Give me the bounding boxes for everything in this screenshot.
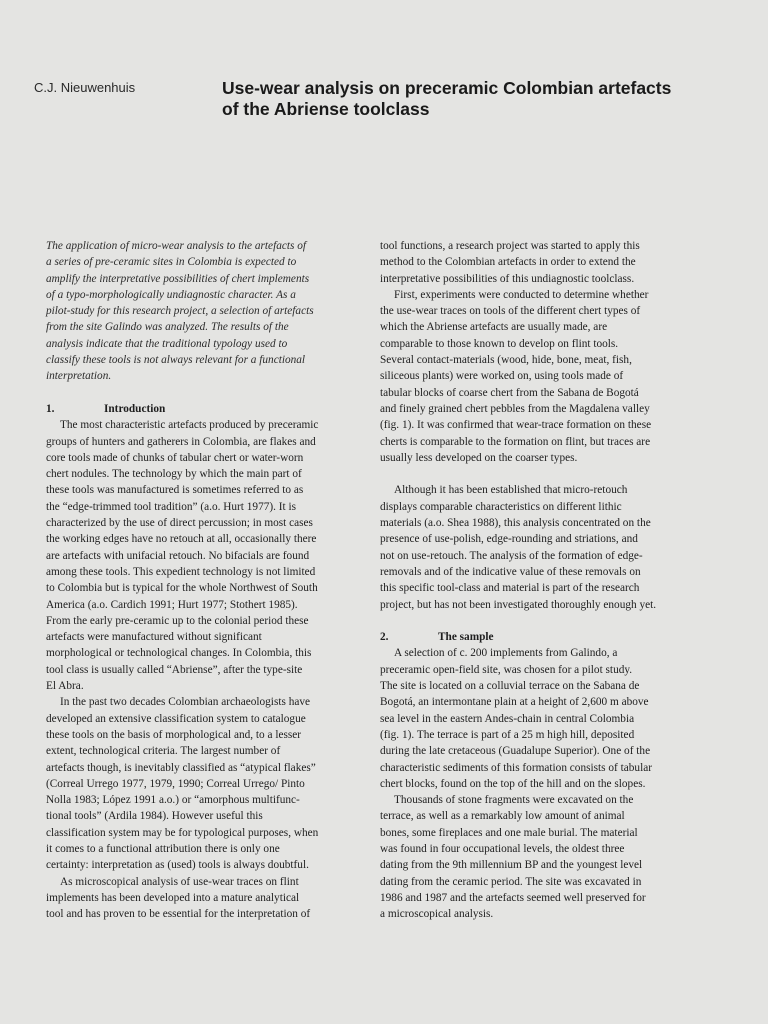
text-line: artefacts though, is inevitably classified as “atypical flakes” xyxy=(46,761,316,774)
text-line: El Abra. xyxy=(46,680,84,693)
text-line: 1986 and 1987 and the artefacts seemed well preserved for xyxy=(380,891,646,904)
text-line: tional tools” (Ardila 1984). However useful this xyxy=(46,810,263,823)
text-line: certainty: interpretation as (used) tools is always doubtful. xyxy=(46,859,309,872)
text-line: are artefacts with unifacial retouch. No bifacials are found xyxy=(46,549,310,562)
text-line: implements has been developed into a mature analytical xyxy=(46,891,300,904)
text-line: a series of pre-ceramic sites in Colombia is expected to xyxy=(46,256,297,269)
section-title: Introduction xyxy=(104,402,166,415)
text-line: it comes to a functional attribution there is only one xyxy=(46,842,280,855)
text-line: of a typo-morphologically undiagnostic character. As a xyxy=(46,288,296,301)
text-line: America (a.o. Cardich 1991; Hurt 1977; Stothert 1985). xyxy=(46,598,298,611)
text-line: characterized by the use of direct percussion; in most cases xyxy=(46,517,313,530)
text-line: these tools was manufactured is sometimes referred to as xyxy=(46,484,304,497)
text-line: preceramic open-field site, was chosen for a pilot study. xyxy=(380,663,633,676)
text-line: analysis indicate that the traditional typology used to xyxy=(46,337,288,350)
text-line: (fig. 1). The terrace is part of a 25 m high hill, deposited xyxy=(380,728,635,741)
text-line: these tools on the basis of morphological and, to a lesser xyxy=(46,728,302,741)
section-1-paragraph-3 xyxy=(46,874,351,923)
text-line: was found in four occupational levels, the oldest three xyxy=(380,842,625,855)
experiments-paragraph xyxy=(380,287,687,466)
section-1-heading xyxy=(46,401,351,417)
text-line: From the early pre-ceramic up to the colonial period these xyxy=(46,614,309,627)
text-line: classify these tools is not always relevant for a functional xyxy=(46,354,306,367)
text-line: comparable to those known to develop on flint tools. xyxy=(380,337,619,350)
text-line: Although it has been established that micro-retouch xyxy=(394,484,628,497)
text-line: The most characteristic artefacts produced by preceramic xyxy=(60,419,319,432)
title-line: Use-wear analysis on preceramic Colombian artefacts xyxy=(222,78,672,98)
text-line: sea level in the eastern Andes-chain in central Colombia xyxy=(380,712,635,725)
text-line: removals and of the indicative value of these removals on xyxy=(380,565,641,578)
text-line: groups of hunters and gatherers in Colombia, are flakes and xyxy=(46,435,316,448)
article-title xyxy=(222,78,722,120)
text-line: materials (a.o. Shea 1988), this analysis concentrated on the xyxy=(380,517,651,530)
text-line: As microscopical analysis of use-wear traces on flint xyxy=(60,875,299,888)
text-line: not on use-retouch. The analysis of the formation of edge- xyxy=(380,549,643,562)
text-line: interpretative possibilities of this undiagnostic toolclass. xyxy=(380,272,635,285)
text-line: morphological or technological changes. In Colombia, this xyxy=(46,647,312,660)
text-line: and finely grained chert pebbles from the Magdalena valley xyxy=(380,402,650,415)
text-line: (Correal Urrego 1977, 1979, 1990; Correal Urrego/ Pinto xyxy=(46,777,305,790)
text-line: a microscopical analysis. xyxy=(380,908,494,921)
text-line: presence of use-polish, edge-rounding and striations, and xyxy=(380,533,638,546)
text-line: from the site Galindo was analyzed. The results of the xyxy=(46,321,289,334)
text-line: amplify the interpretative possibilities of chert implements xyxy=(46,272,310,285)
text-line: tool and has proven to be essential for the interpretation of xyxy=(46,908,311,921)
text-line: tool functions, a research project was started to apply this xyxy=(380,240,640,252)
text-line: developed an extensive classification system to catalogue xyxy=(46,712,306,725)
section-1-paragraph-2 xyxy=(46,694,351,873)
text-line: dating from the ceramic period. The site was excavated in xyxy=(380,875,642,888)
section-title: The sample xyxy=(438,631,494,644)
text-line: displays comparable characteristics on different lithic xyxy=(380,500,622,513)
text-line: among these tools. This expedient technology is not limited xyxy=(46,565,316,578)
retouch-paragraph xyxy=(380,482,687,612)
text-line: the use-wear traces on tools of the different chert types of xyxy=(380,305,641,318)
text-line: the working edges have no retouch at all, occasionally there xyxy=(46,533,317,546)
text-line: tool class is usually called “Abriense”, after the type-site xyxy=(46,663,303,676)
text-line: artefacts were manufactured without significant xyxy=(46,631,262,644)
text-line: interpretation. xyxy=(46,370,112,383)
section-1-paragraph-1 xyxy=(46,417,351,694)
text-line: In the past two decades Colombian archaeologists have xyxy=(60,696,311,709)
right-column xyxy=(380,238,687,922)
text-line: during the late cretaceous (Guadalupe Superior). One of the xyxy=(380,745,651,758)
continued-paragraph xyxy=(380,238,687,287)
left-column xyxy=(46,238,351,922)
section-2-heading xyxy=(380,629,687,645)
abstract xyxy=(46,238,351,385)
section-2-paragraph-1 xyxy=(380,645,687,792)
text-line: dating from the 9th millennium BP and the youngest level xyxy=(380,859,643,872)
text-line: this specific tool-class and material is part of the research xyxy=(380,582,640,595)
text-line: method to the Colombian artefacts in order to extend the xyxy=(380,256,636,269)
text-line: The site is located on a colluvial terrace on the Sabana de xyxy=(380,680,640,693)
text-line: The application of micro-wear analysis to the artefacts of xyxy=(46,240,307,252)
text-line: siliceous plants) were worked on, using tools made of xyxy=(380,370,624,383)
author-name: C.J. Nieuwenhuis xyxy=(34,80,136,95)
text-line: terrace, as well as a remarkably low amount of animal xyxy=(380,810,625,823)
text-line: Several contact-materials (wood, hide, bone, meat, fish, xyxy=(380,354,632,367)
text-line: tabular blocks of coarse chert from the Sabana de Bogotá xyxy=(380,386,639,399)
text-line: to Colombia but is typical for the whole Northwest of South xyxy=(46,582,318,595)
text-line: characteristic sediments of this formation consists of tabular xyxy=(380,761,652,774)
text-line: Bogotá, an intermontane plain at a height of 2,600 m above xyxy=(380,696,649,709)
text-line: Nolla 1983; López 1991 a.o.) or “amorphous multifunc- xyxy=(46,794,300,807)
title-line: of the Abriense toolclass xyxy=(222,99,430,119)
text-line: the “edge-trimmed tool tradition” (a.o. Hurt 1977). It is xyxy=(46,500,297,513)
text-line: First, experiments were conducted to determine whether xyxy=(394,288,649,301)
text-line: extent, technological criteria. The largest number of xyxy=(46,745,281,758)
text-line: usually less developed on the coarser types. xyxy=(380,451,578,464)
text-line: which the Abriense artefacts are usually made, are xyxy=(380,321,608,334)
text-line: Thousands of stone fragments were excavated on the xyxy=(394,794,634,807)
text-line: project, but has not been investigated thoroughly enough yet. xyxy=(380,598,657,611)
text-line: chert blocks, found on the top of the hill and on the slopes. xyxy=(380,777,646,790)
text-line: cherts is comparable to the formation on flint, but traces are xyxy=(380,435,651,448)
section-2-paragraph-2 xyxy=(380,792,687,922)
text-line: pilot-study for this research project, a selection of artefacts xyxy=(46,305,314,318)
text-line: classification system may be for typological purposes, when xyxy=(46,826,319,839)
text-line: (fig. 1). It was confirmed that wear-trace formation on these xyxy=(380,419,652,432)
text-line: bones, some fireplaces and one male burial. The material xyxy=(380,826,638,839)
text-line: A selection of c. 200 implements from Galindo, a xyxy=(394,647,618,660)
section-number: 1. xyxy=(46,402,55,415)
section-number: 2. xyxy=(380,631,389,644)
text-line: core tools made of chunks of tabular chert or water-worn xyxy=(46,451,304,464)
text-line: chert nodules. The technology by which the main part of xyxy=(46,468,302,481)
